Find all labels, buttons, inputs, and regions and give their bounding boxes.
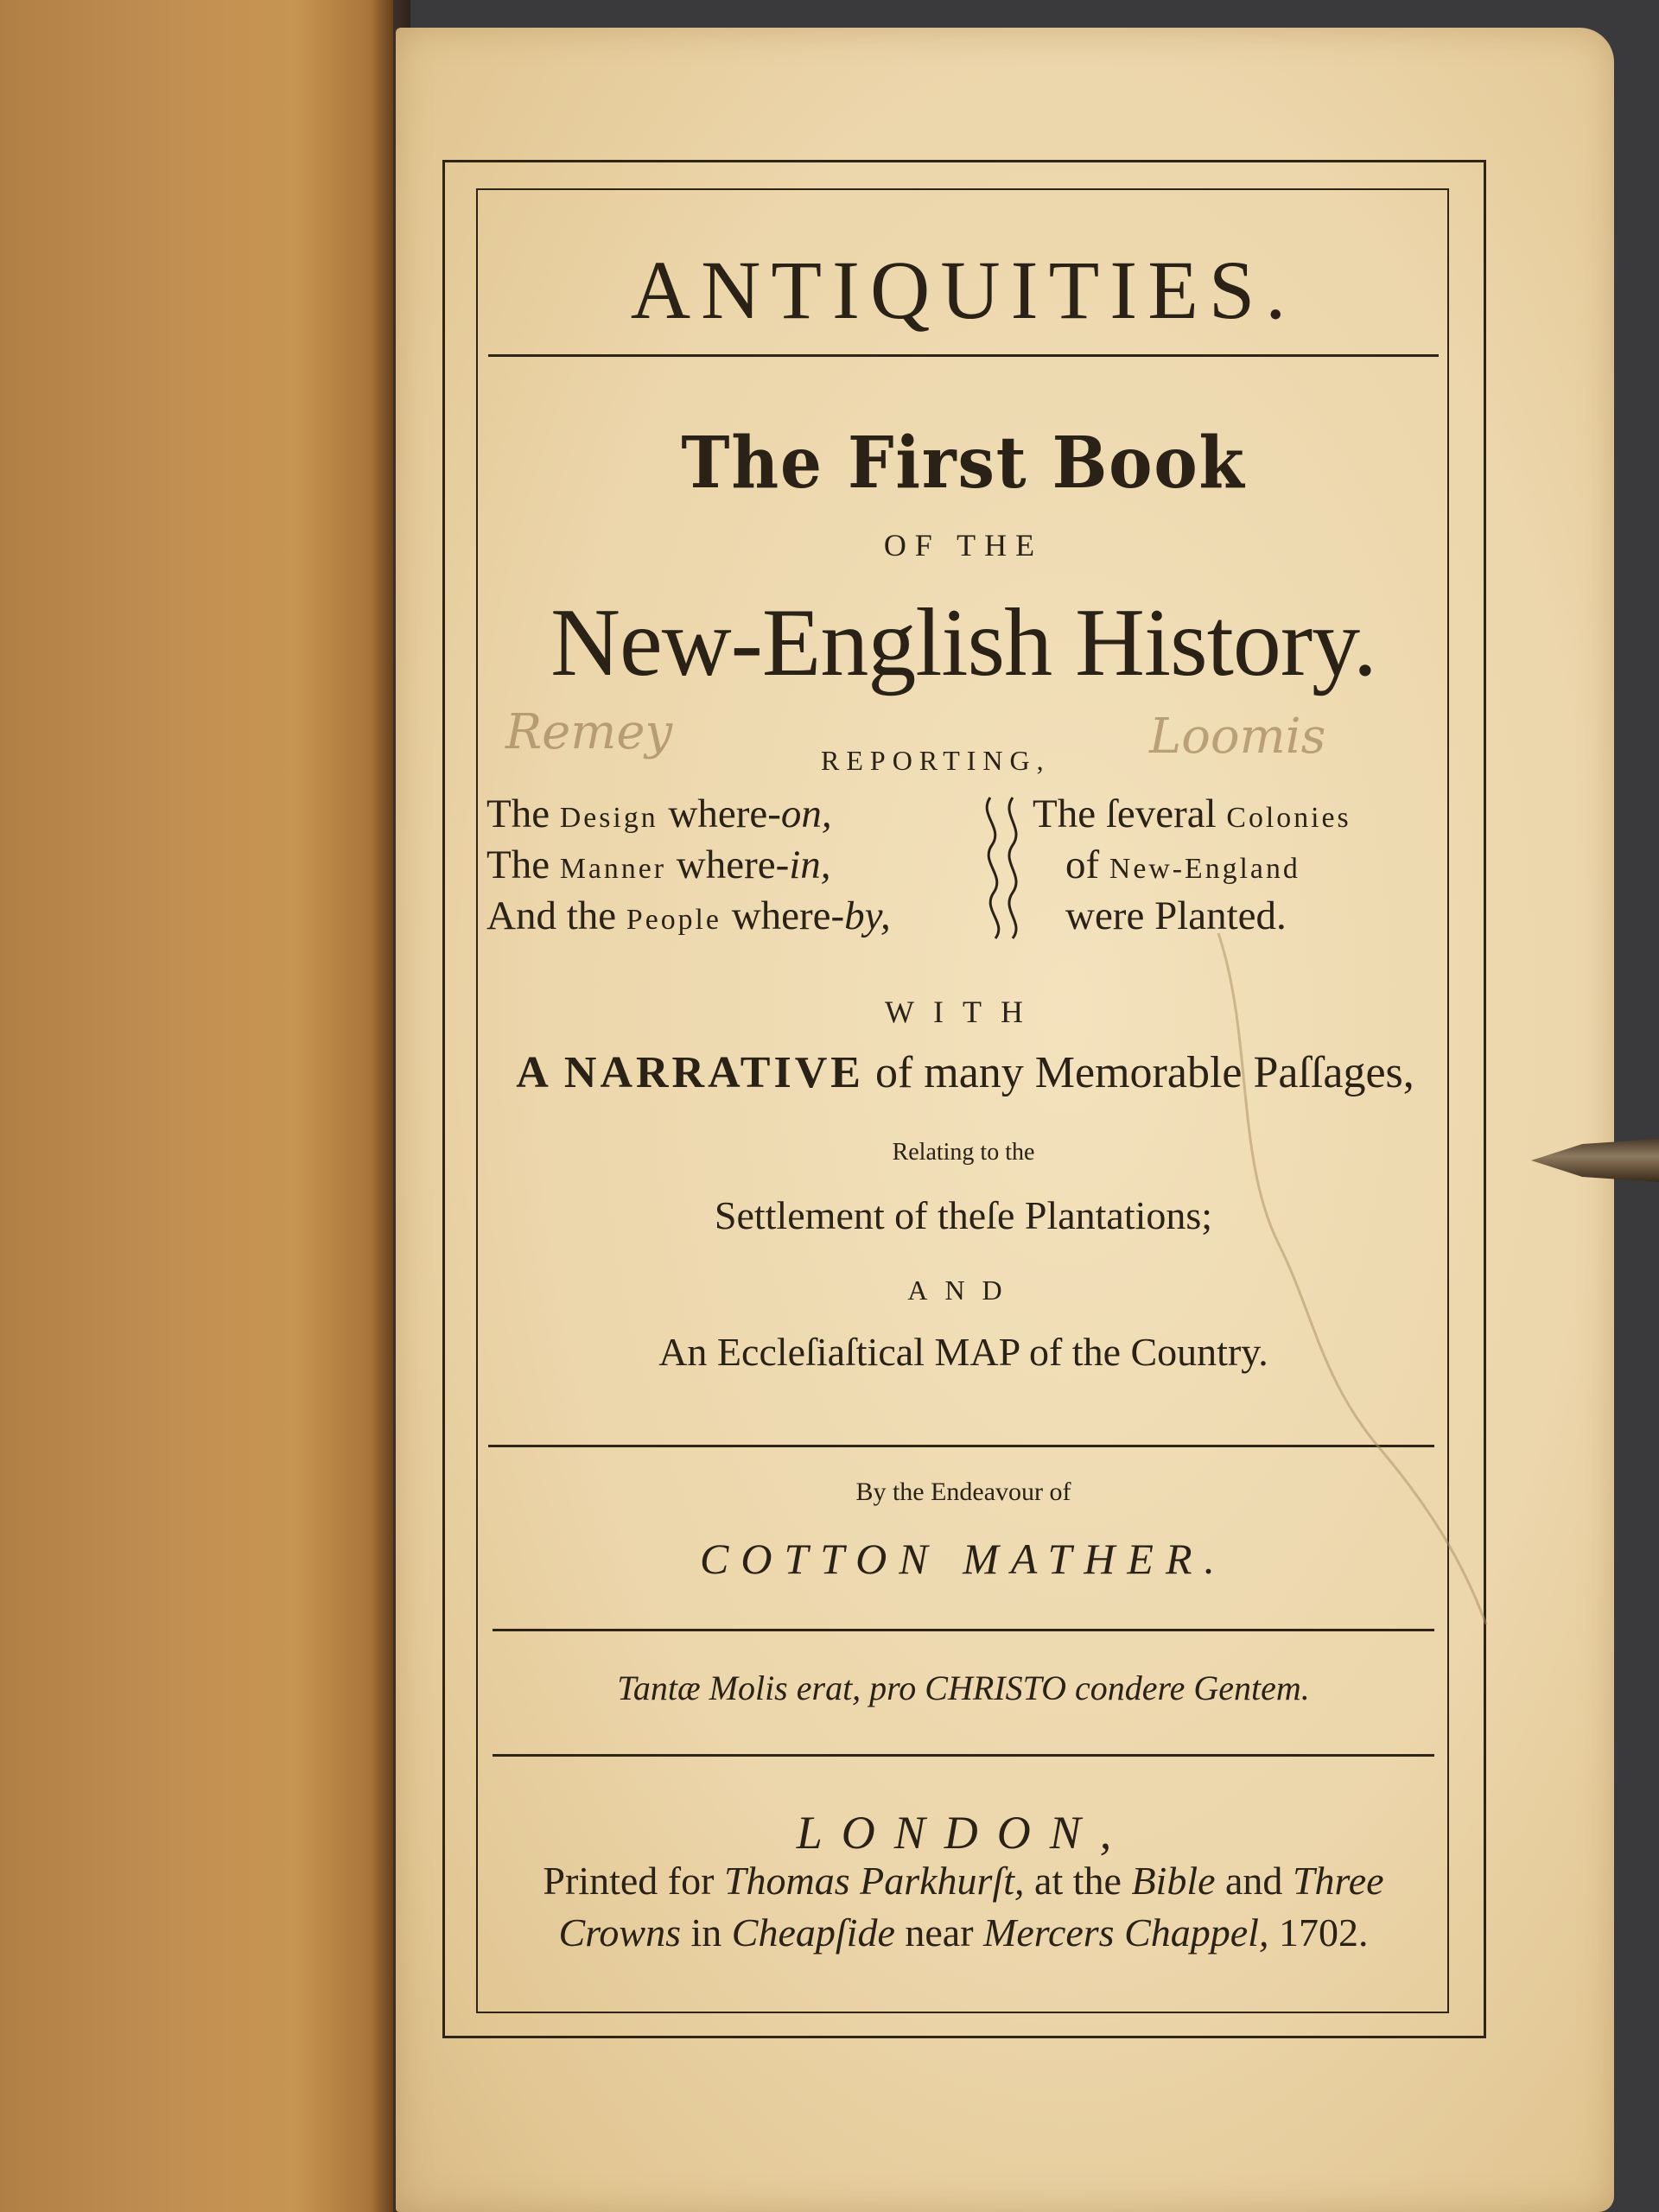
imprint-line-1 <box>484 1858 1443 1904</box>
settlement-line: Settlement of theſe Plantations; <box>714 1193 1213 1237</box>
small-caps-word: Design <box>559 802 658 834</box>
narrative-bold: A NARRATIVE <box>516 1048 864 1097</box>
text-span: Printed for <box>543 1859 724 1903</box>
left-column-line-3 <box>486 893 970 944</box>
left-column-line-2 <box>486 842 970 893</box>
latin-motto: Tantæ Molis erat, pro CHRISTO condere Gentem. <box>617 1669 1310 1707</box>
imprint-line-2 <box>484 1910 1443 1955</box>
right-column-line-3: were Planted. <box>1065 893 1287 938</box>
text-span: where- <box>666 842 790 887</box>
text-span: where- <box>721 893 845 938</box>
text-span: in <box>681 1910 732 1955</box>
brace-ornament <box>975 793 1027 940</box>
small-caps-word: Colonies <box>1226 802 1351 834</box>
rule-3 <box>493 1629 1434 1631</box>
relating-line: Relating to the <box>892 1139 1035 1166</box>
map-line: An Eccleſiaſtical MAP of the Country. <box>658 1330 1268 1374</box>
left-column-line-1 <box>486 791 970 842</box>
small-caps-word: People <box>626 904 721 936</box>
text-span: and <box>1215 1859 1293 1903</box>
text-span: near <box>894 1910 984 1955</box>
right-column-line-2 <box>1033 842 1447 893</box>
handwritten-signature-right: Loomis <box>1149 709 1326 765</box>
italic-word: Crowns <box>558 1910 681 1955</box>
reporting-line: REPORTING, <box>821 745 1051 776</box>
rule-4 <box>493 1754 1434 1757</box>
text-span: The <box>486 791 560 836</box>
italic-word: Mercers Chappel, <box>983 1910 1269 1955</box>
text-span: at the <box>1024 1859 1132 1903</box>
small-caps-word: New-England <box>1109 853 1300 885</box>
italic-word: Three <box>1292 1859 1384 1903</box>
text-span: The <box>486 842 560 887</box>
italic-word: on, <box>780 791 832 836</box>
with-line: WITH <box>885 995 1042 1029</box>
handwritten-signature-left: Remey <box>505 704 673 760</box>
rule-1 <box>488 354 1439 357</box>
author-name: COTTON MATHER. <box>700 1535 1227 1583</box>
of-the-line: OF THE <box>883 528 1044 563</box>
printer-name: Thomas Parkhurſt, <box>723 1859 1025 1903</box>
imprint-city: LONDON, <box>796 1807 1131 1859</box>
book-cover-board <box>0 0 393 2212</box>
text-span: The ſeveral <box>1033 791 1227 836</box>
italic-word: Cheapſide <box>731 1910 895 1955</box>
and-line: AND <box>907 1274 1020 1306</box>
byline: By the Endeavour of <box>855 1478 1071 1506</box>
narrative-rest: of many Memorable Paſſages, <box>863 1048 1414 1097</box>
text-span: And the <box>486 893 626 938</box>
italic-word: by, <box>844 893 891 938</box>
right-column-line-1 <box>1033 791 1447 842</box>
right-column <box>1033 791 1447 940</box>
left-column <box>486 791 970 944</box>
book-heading: The First Book <box>681 422 1246 505</box>
page-crease <box>1201 933 1495 1624</box>
imprint-year: 1702. <box>1268 1910 1369 1955</box>
small-caps-word: Manner <box>559 853 667 885</box>
text-span: of <box>1065 842 1109 887</box>
italic-word: Bible <box>1131 1859 1216 1903</box>
page-title: ANTIQUITIES. <box>630 244 1297 336</box>
italic-word: in, <box>789 842 831 887</box>
history-title: New-English History. <box>550 589 1376 696</box>
text-span: where- <box>658 791 781 836</box>
